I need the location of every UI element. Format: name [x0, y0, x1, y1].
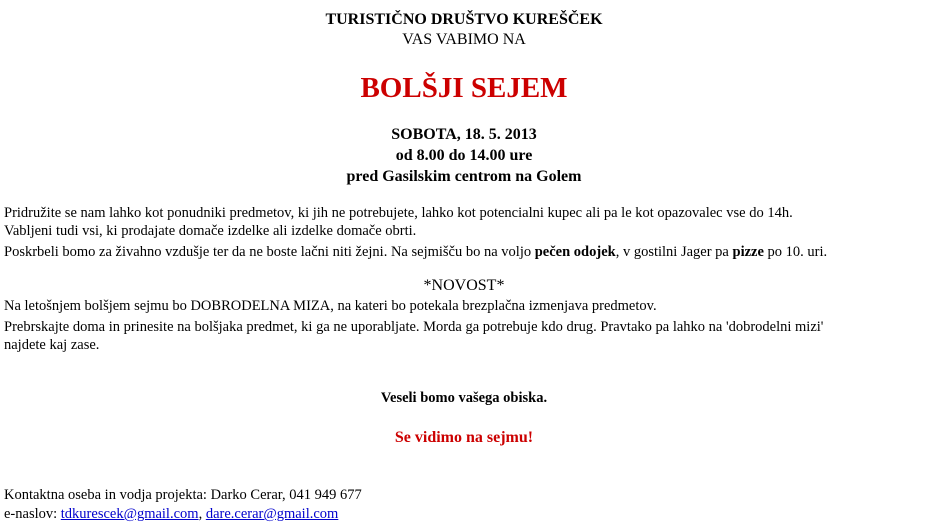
news-line-2: Prebrskajte doma in prinesite na bolšjaka predmet, ki ga ne uporabljate. Morda ga potrebuje kdo drug. Pravtako pa lahko na 'dobrodelni mizi'	[4, 319, 824, 335]
news-line-3: najdete kaj zase.	[4, 337, 100, 353]
body-line-1: Pridružite se nam lahko kot ponudniki predmetov, ki jih ne potrebujete, lahko kot potencialni kupec ali pa le kot opazovalec vse do 14h.	[4, 205, 793, 221]
organization-name: TURISTIČNO DRUŠTVO KUREŠČEK	[325, 11, 603, 28]
email-link-dare-cerar[interactable]: dare.cerar@gmail.com	[205, 506, 339, 522]
email-label: e-naslov:	[4, 506, 61, 522]
event-time: od 8.00 do 14.00 ure	[395, 147, 533, 164]
contact-emails	[4, 505, 338, 523]
news-line-1: Na letošnjem bolšjem sejmu bo DOBRODELNA MIZA, na kateri bo potekala brezplačna izmenjava predmetov.	[4, 298, 657, 314]
body-line-3-part-a: Poskrbeli bomo za živahno vzdušje ter da ne boste lačni niti žejni. Na sejmišču bo na voljo	[4, 244, 535, 260]
pizza-highlight: pizze	[732, 244, 764, 260]
event-title: BOLŠJI SEJEM	[360, 72, 568, 104]
body-line-3-part-c: , v gostilni Jager pa	[615, 244, 733, 260]
email-link-tdkurescek[interactable]: tdkurescek@gmail.com	[60, 506, 199, 522]
roast-pig-highlight: pečen odojek	[534, 244, 616, 260]
body-line-3	[4, 243, 919, 261]
event-place: pred Gasilskim centrom na Golem	[346, 168, 582, 185]
email-separator: ,	[198, 506, 206, 522]
thanks-line: Veseli bomo vašega obiska.	[380, 390, 548, 406]
news-heading: *NOVOST*	[423, 277, 505, 294]
invite-line: VAS VABIMO NA	[402, 31, 526, 48]
body-line-3-part-e: po 10. uri.	[763, 244, 828, 260]
event-date: SOBOTA, 18. 5. 2013	[391, 126, 537, 143]
contact-person: Kontaktna oseba in vodja projekta: Darko Cerar, 041 949 677	[4, 487, 362, 503]
see-you-line: Se vidimo na sejmu!	[394, 429, 534, 446]
body-line-2: Vabljeni tudi vsi, ki prodajate domače izdelke ali izdelke domače obrti.	[4, 223, 417, 239]
